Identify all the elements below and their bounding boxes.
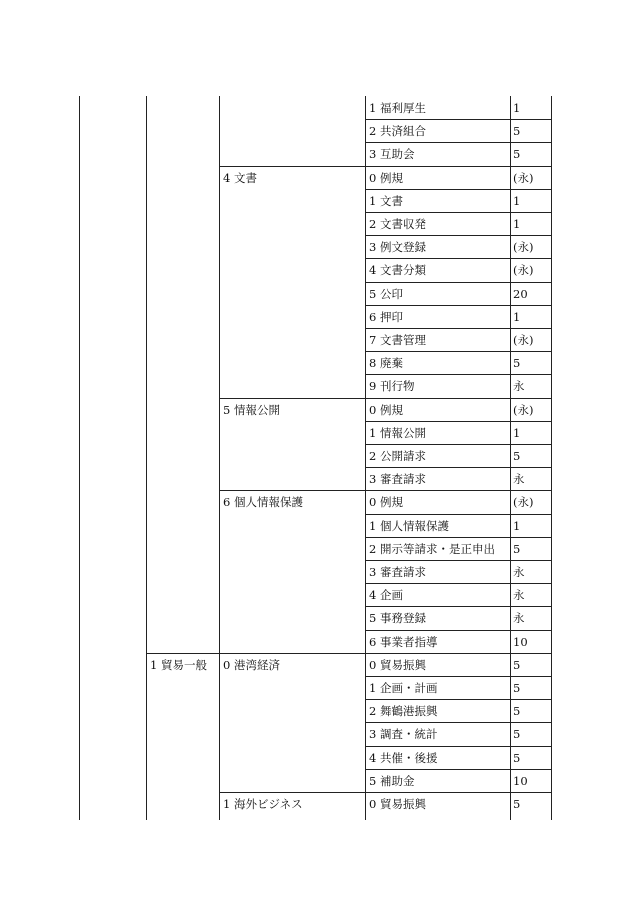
retention-period-cell: 1 bbox=[513, 519, 521, 533]
row-rule bbox=[365, 560, 552, 561]
item-cell: 4 文書分類 bbox=[369, 263, 426, 277]
subcategory-cell: 6 個人情報保護 bbox=[223, 495, 303, 509]
row-rule bbox=[365, 769, 552, 770]
row-rule bbox=[365, 305, 552, 306]
row-rule bbox=[365, 119, 552, 120]
row-rule bbox=[365, 606, 552, 607]
item-cell: 5 事務登録 bbox=[369, 611, 426, 625]
retention-period-cell: 5 bbox=[513, 727, 521, 741]
row-rule bbox=[365, 212, 552, 213]
retention-period-cell: 20 bbox=[513, 287, 528, 301]
retention-period-cell: 永 bbox=[513, 588, 525, 602]
column-rule bbox=[365, 96, 366, 820]
item-cell: 5 公印 bbox=[369, 287, 403, 301]
item-cell: 0 例規 bbox=[369, 171, 403, 185]
item-cell: 5 補助金 bbox=[369, 774, 415, 788]
row-rule bbox=[365, 374, 552, 375]
retention-period-cell: 5 bbox=[513, 658, 521, 672]
group-rule bbox=[219, 792, 552, 793]
retention-period-cell: (永) bbox=[513, 240, 534, 254]
retention-period-cell: 永 bbox=[513, 472, 525, 486]
row-rule bbox=[365, 351, 552, 352]
item-cell: 4 企画 bbox=[369, 588, 403, 602]
retention-period-cell: 5 bbox=[513, 449, 521, 463]
item-cell: 2 共済組合 bbox=[369, 124, 426, 138]
row-rule bbox=[365, 258, 552, 259]
retention-period-cell: 永 bbox=[513, 611, 525, 625]
subcategory-cell: 4 文書 bbox=[223, 171, 257, 185]
item-cell: 8 廃棄 bbox=[369, 356, 403, 370]
row-rule bbox=[365, 514, 552, 515]
item-cell: 1 文書 bbox=[369, 194, 403, 208]
group-rule bbox=[219, 490, 552, 491]
retention-period-cell: (永) bbox=[513, 171, 534, 185]
retention-period-cell: 5 bbox=[513, 124, 521, 138]
item-cell: 3 互助会 bbox=[369, 147, 415, 161]
item-cell: 0 貿易振興 bbox=[369, 797, 426, 811]
group-rule bbox=[219, 166, 552, 167]
item-cell: 4 共催・後援 bbox=[369, 751, 438, 765]
retention-period-cell: (永) bbox=[513, 263, 534, 277]
item-cell: 2 公開請求 bbox=[369, 449, 426, 463]
column-rule bbox=[219, 96, 220, 820]
retention-period-cell: (永) bbox=[513, 333, 534, 347]
row-rule bbox=[365, 328, 552, 329]
group-rule bbox=[146, 653, 552, 654]
retention-period-cell: 1 bbox=[513, 426, 521, 440]
item-cell: 1 企画・計画 bbox=[369, 681, 438, 695]
row-rule bbox=[365, 467, 552, 468]
item-cell: 6 押印 bbox=[369, 310, 403, 324]
row-rule bbox=[365, 282, 552, 283]
retention-period-cell: (永) bbox=[513, 495, 534, 509]
retention-period-cell: 10 bbox=[513, 774, 528, 788]
item-cell: 2 舞鶴港振興 bbox=[369, 704, 438, 718]
item-cell: 6 事業者指導 bbox=[369, 635, 438, 649]
item-cell: 2 文書収発 bbox=[369, 217, 426, 231]
item-cell: 0 例規 bbox=[369, 495, 403, 509]
row-rule bbox=[365, 421, 552, 422]
column-rule bbox=[79, 96, 80, 820]
retention-period-cell: 5 bbox=[513, 797, 521, 811]
row-rule bbox=[365, 142, 552, 143]
item-cell: 3 調査・統計 bbox=[369, 727, 438, 741]
retention-period-cell: 5 bbox=[513, 751, 521, 765]
item-cell: 3 例文登録 bbox=[369, 240, 426, 254]
retention-period-cell: 永 bbox=[513, 379, 525, 393]
subcategory-cell: 5 情報公開 bbox=[223, 403, 280, 417]
row-rule bbox=[365, 722, 552, 723]
row-rule bbox=[365, 444, 552, 445]
retention-period-cell: 5 bbox=[513, 147, 521, 161]
column-rule bbox=[510, 96, 511, 820]
row-rule bbox=[365, 235, 552, 236]
row-rule bbox=[365, 746, 552, 747]
item-cell: 3 審査請求 bbox=[369, 565, 426, 579]
row-rule bbox=[365, 676, 552, 677]
category-cell: 1 貿易一般 bbox=[150, 658, 207, 672]
row-rule bbox=[365, 583, 552, 584]
item-cell: 0 例規 bbox=[369, 403, 403, 417]
item-cell: 7 文書管理 bbox=[369, 333, 426, 347]
row-rule bbox=[365, 537, 552, 538]
retention-period-cell: 1 bbox=[513, 194, 521, 208]
retention-period-cell: 5 bbox=[513, 356, 521, 370]
retention-period-cell: 1 bbox=[513, 310, 521, 324]
retention-period-cell: 1 bbox=[513, 217, 521, 231]
retention-period-cell: 5 bbox=[513, 542, 521, 556]
item-cell: 2 開示等請求・是正申出 bbox=[369, 542, 495, 556]
row-rule bbox=[365, 699, 552, 700]
item-cell: 1 福利厚生 bbox=[369, 101, 426, 115]
group-rule bbox=[219, 398, 552, 399]
retention-period-cell: (永) bbox=[513, 403, 534, 417]
subcategory-cell: 1 海外ビジネス bbox=[223, 797, 303, 811]
item-cell: 1 個人情報保護 bbox=[369, 519, 449, 533]
column-rule bbox=[146, 96, 147, 820]
column-rule bbox=[551, 96, 552, 820]
retention-period-cell: 5 bbox=[513, 681, 521, 695]
retention-period-cell: 1 bbox=[513, 101, 521, 115]
retention-period-cell: 永 bbox=[513, 565, 525, 579]
item-cell: 0 貿易振興 bbox=[369, 658, 426, 672]
retention-period-cell: 10 bbox=[513, 635, 528, 649]
item-cell: 1 情報公開 bbox=[369, 426, 426, 440]
subcategory-cell: 0 港湾経済 bbox=[223, 658, 280, 672]
row-rule bbox=[365, 630, 552, 631]
item-cell: 3 審査請求 bbox=[369, 472, 426, 486]
retention-period-cell: 5 bbox=[513, 704, 521, 718]
row-rule bbox=[365, 189, 552, 190]
item-cell: 9 刊行物 bbox=[369, 379, 415, 393]
